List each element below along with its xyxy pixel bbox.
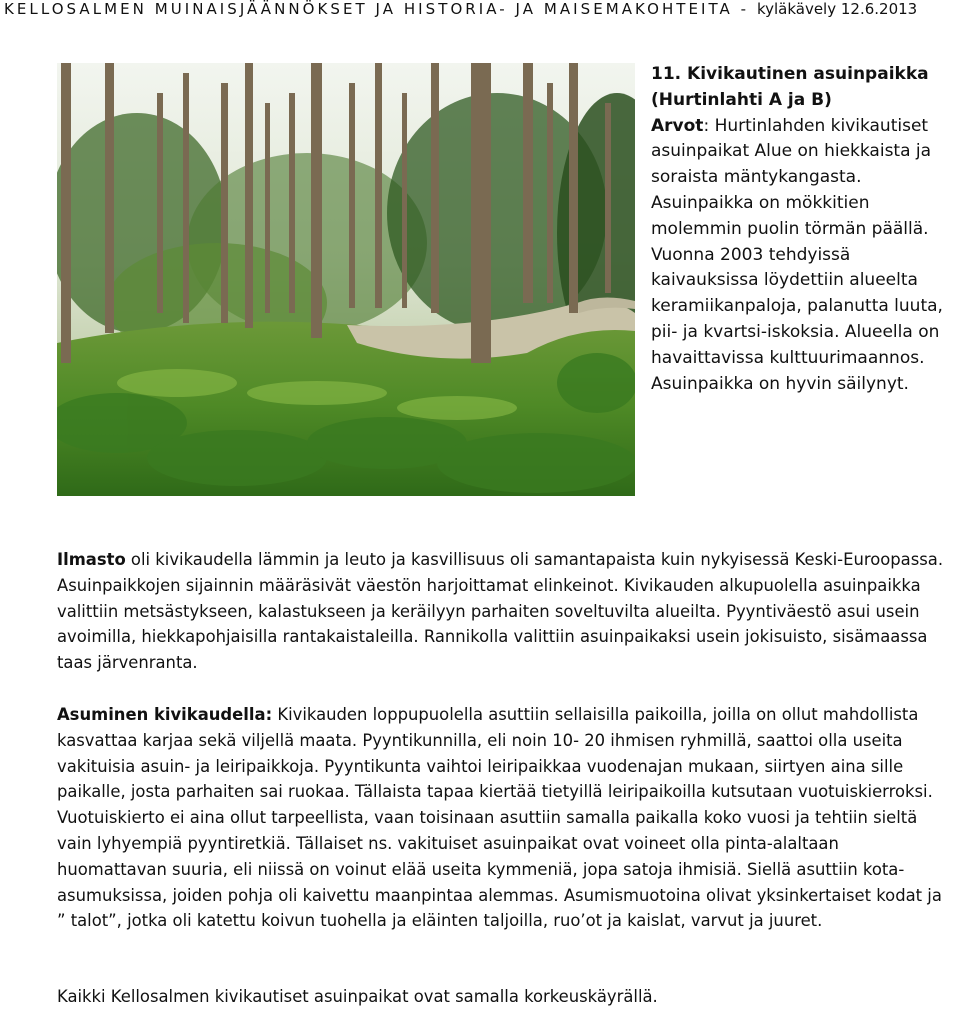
dwelling-paragraph: [57, 702, 947, 934]
closing-paragraph: [57, 984, 947, 1010]
site-info-box: [651, 62, 951, 397]
values-label: Arvot: [651, 115, 704, 136]
page-header: [4, 0, 960, 22]
header-date: kyläkävely 12.6.2013: [756, 0, 918, 18]
values-text: : Hurtinlahden kivikautiset asuinpaikat Alue on hiekkaista ja soraista mäntykangasta. Asuinpaikka on mökkitien molemmin puolin törmän päällä. Vuonna 2003 tehdyissä kaivauksissa löydettiin alueelta keramiikanpaloja, palanutta luuta, pii- ja kvartsi-iskoksia. Alueella on havaittavissa kulttuurimaannos. Asuinpaikka on hyvin säilynyt.: [651, 115, 943, 394]
forest-photo: [57, 63, 635, 496]
site-title: 11. Kivikautinen asuinpaikka (Hurtinlahti A ja B): [651, 64, 929, 110]
dwelling-text: Kivikauden loppupuolella asuttiin sellaisilla paikoilla, joilla on ollut mahdollista kasvattaa karjaa sekä viljellä maata. Pyyntikunnilla, eli noin 10- 20 ihmisen ryhmillä, saattoi olla useita vakituisia asuin- ja leiripaikkoja. Pyyntikunta vaihtoi leiripaikkaa vuodenajan mukaan, siirtyen aina sille paikalle, josta parhaiten sai ruokaa. Tällaista tapaa kiertää tietyillä leiripaikoilla kutsutaan vuotuiskierroksi. Vuotuiskierto ei aina ollut tarpeellista, vaan toisinaan asuttiin samalla paikalla koko vuosi ja tehtiin sieltä vain lyhyempiä pyyntiretkiä. Tällaiset ns. vakituiset asuinpaikat ovat voineet olla pinta-alaltaan huomattavan suuria, eli niissä on voinut elää useita kymmeniä, jopa satoja ihmisiä. Siellä asuttiin kota-asumuksissa, joiden pohja oli kaivettu maanpintaa alemmas. Asumismuotoina olivat yksinkertaiset kodat ja ” talot”, jotka oli katettu koivun tuohella ja eläinten taljoilla, ruo’ot ja kaislat, varvut ja juuret.: [57, 705, 942, 931]
dwelling-lead: Asuminen kivikaudella:: [57, 705, 273, 724]
closing-text: Kaikki Kellosalmen kivikautiset asuinpaikat ovat samalla korkeuskäyrällä.: [57, 987, 658, 1006]
forest-photo-icon: [57, 63, 635, 496]
header-title: KELLOSALMEN MUINAISJÄÄNNÖKSET JA HISTORIA- JA MAISEMAKOHTEITA -: [4, 0, 757, 18]
climate-paragraph: [57, 547, 947, 676]
climate-lead: Ilmasto: [57, 550, 126, 569]
climate-text: oli kivikaudella lämmin ja leuto ja kasvillisuus oli samantapaista kuin nykyisessä Keski-Euroopassa. Asuinpaikkojen sijainnin määräsivät väestön harjoittamat elinkeinot. Kivikauden alkupuolella asuinpaikka valittiin metsästykseen, kalastukseen ja keräilyyn parhaiten soveltuvilta alueilta. Pyyntiväestö asui usein avoimilla, hiekkapohjaisilla rantakaistaleilla. Rannikolla valittiin asuinpaikaksi usein jokisuisto, sisämaassa taas järvenranta.: [57, 550, 944, 673]
site-description: [651, 114, 951, 398]
